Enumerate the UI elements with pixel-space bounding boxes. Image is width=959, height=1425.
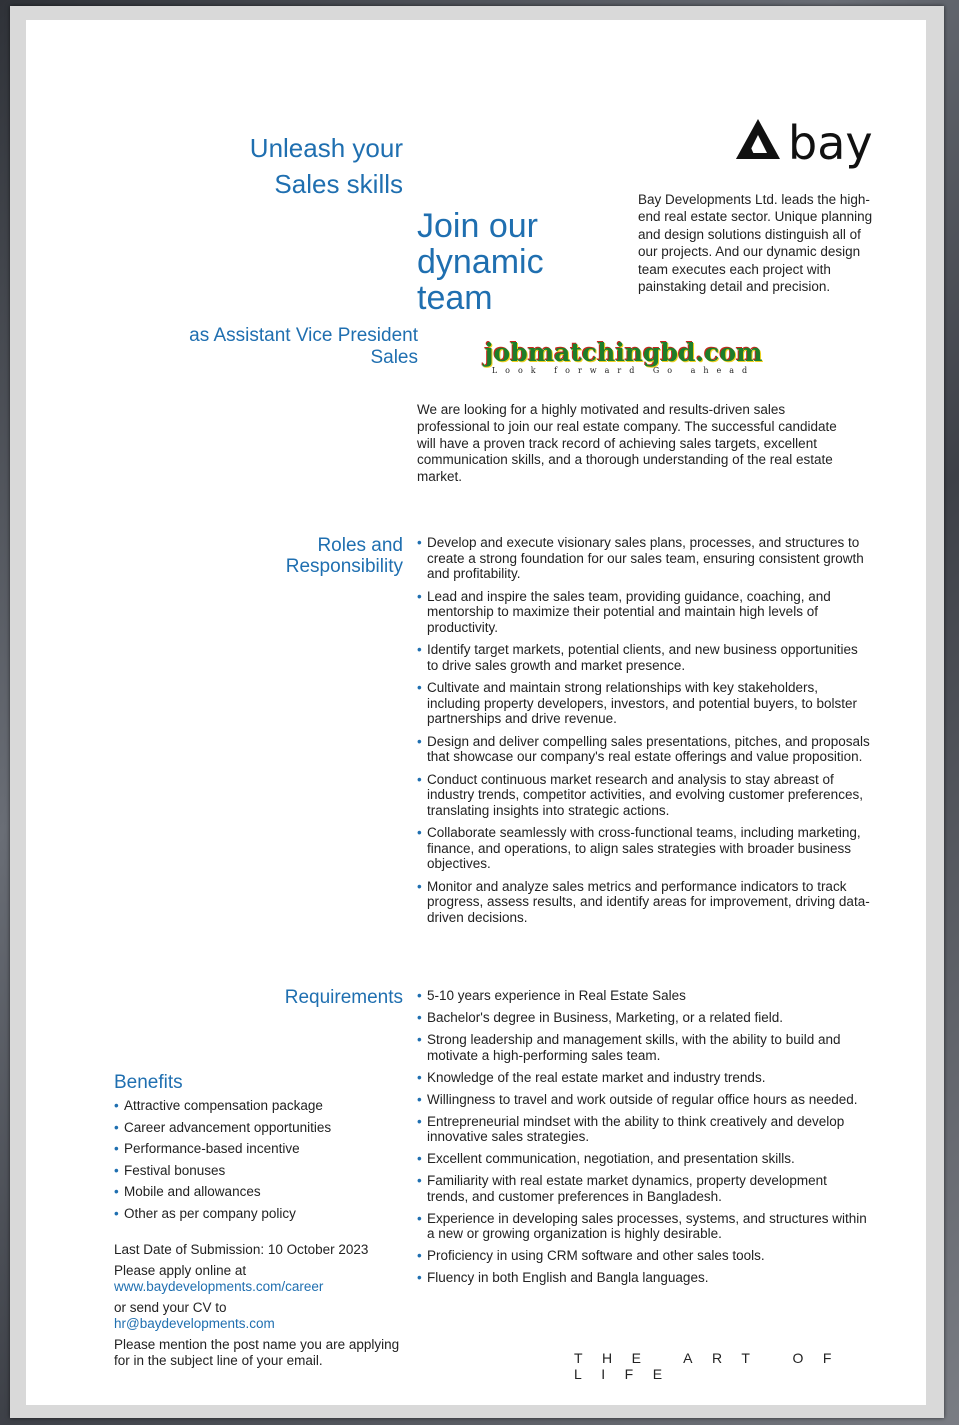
requirements-list [417,988,871,1292]
deadline [114,1241,414,1258]
requirements-title: Requirements [284,987,403,1008]
headline-line-1: Unleash your [249,133,403,163]
requirement-item: • Entrepreneurial mindset with the ability to think creatively and develop innovative sales strategies. [417,1114,871,1145]
position-title-line-2: Sales [370,347,418,368]
benefit-item: • Festival bonuses [114,1163,404,1179]
company-intro: Bay Developments Ltd. leads the high-end real estate sector. Unique planning and design solutions distinguish all of our projects. And our dynamic design team executes each project with painstaking detail and precision. [638,192,873,295]
role-item: • Design and deliver compelling sales presentations, pitches, and proposals that showcase our company's real estate offerings and value proposition. [417,734,871,765]
headline-line-2: Sales skills [274,169,403,199]
deadline-value: 10 October 2023 [267,1242,369,1257]
bay-logo-text: bay [788,116,873,170]
apply-email [114,1300,414,1331]
brand-tagline: THE ART OF LIFE [574,1350,851,1382]
role-item: • Conduct continuous market research and analysis to stay abreast of industry trends, competitor activities, and evolving customer preferences, translating insights into strategic actions. [417,772,871,819]
watermark-text: jobmatchingbd.com [484,338,763,367]
requirement-item: • Fluency in both English and Bangla languages. [417,1270,871,1286]
job-ad-page [26,20,926,1405]
watermark [481,340,766,375]
roles-list [417,535,871,932]
benefits-list [114,1098,404,1227]
career-link[interactable]: www.baydevelopments.com/career [114,1278,324,1294]
requirement-item: • Knowledge of the real estate market and industry trends. [417,1070,871,1086]
requirement-item: • 5-10 years experience in Real Estate Sales [417,988,871,1004]
benefit-item: • Performance-based incentive [114,1141,404,1157]
email-link[interactable]: hr@baydevelopments.com [114,1315,275,1331]
roles-title-line-2: Responsibility [285,556,403,577]
join-line-1: Join our [417,207,538,245]
deadline-label: Last Date of Submission: [114,1242,265,1257]
apply-online-label: Please apply online at [114,1263,247,1278]
watermark-tagline: Look forward Go ahead [491,366,756,375]
role-item: • Lead and inspire the sales team, providing guidance, coaching, and mentorship to maximize their potential and maintain high levels of productivity. [417,589,871,636]
apply-online [114,1263,414,1294]
position-title-line-1: as Assistant Vice President [189,325,418,346]
role-item: • Collaborate seamlessly with cross-functional teams, including marketing, finance, and operations, to align sales strategies with broader business objectives. [417,825,871,872]
join-line-3: team [417,279,493,317]
requirement-item: • Experience in developing sales processes, systems, and structures within a new or growing organization is highly desirable. [417,1211,871,1242]
benefit-item: • Mobile and allowances [114,1184,404,1200]
role-item: • Cultivate and maintain strong relationships with key stakeholders, including property developers, investors, and potential buyers, to bolster partnerships and drive revenue. [417,680,871,727]
roles-title-line-1: Roles and [317,535,403,556]
benefits-title: Benefits [114,1072,183,1093]
role-item: • Identify target markets, potential clients, and new business opportunities to drive sales growth and market presence. [417,642,871,673]
requirement-item: • Excellent communication, negotiation, and presentation skills. [417,1151,871,1167]
requirement-item: • Proficiency in using CRM software and other sales tools. [417,1248,871,1264]
requirement-item: • Familiarity with real estate market dynamics, property development trends, and customer preferences in Bangladesh. [417,1173,871,1204]
requirement-item: • Strong leadership and management skills, with the ability to build and motivate a high-performing sales team. [417,1032,871,1063]
requirement-item: • Bachelor's degree in Business, Marketing, or a related field. [417,1010,871,1026]
role-item: • Monitor and analyze sales metrics and performance indicators to track progress, assess results, and identify areas for improvement, driving data-driven decisions. [417,879,871,926]
role-item: • Develop and execute visionary sales plans, processes, and structures to create a strong foundation for our sales team, ensuring consistent growth and profitability. [417,535,871,582]
benefit-item: • Career advancement opportunities [114,1120,404,1136]
job-intro: We are looking for a highly motivated and results-driven sales professional to join our real estate company. The successful candidate will have a proven track record of achieving sales targets, excellent communication skills, and a thorough understanding of the real estate market. [417,402,837,485]
benefit-item: • Other as per company policy [114,1206,404,1222]
requirement-item: • Willingness to travel and work outside of regular office hours as needed. [417,1092,871,1108]
bay-triangle-logo-icon [734,117,782,161]
benefit-item: • Attractive compensation package [114,1098,404,1114]
apply-email-label: or send your CV to [114,1300,227,1315]
apply-note: Please mention the post name you are applying for in the subject line of your email. [114,1337,400,1368]
join-line-2: dynamic [417,243,544,281]
